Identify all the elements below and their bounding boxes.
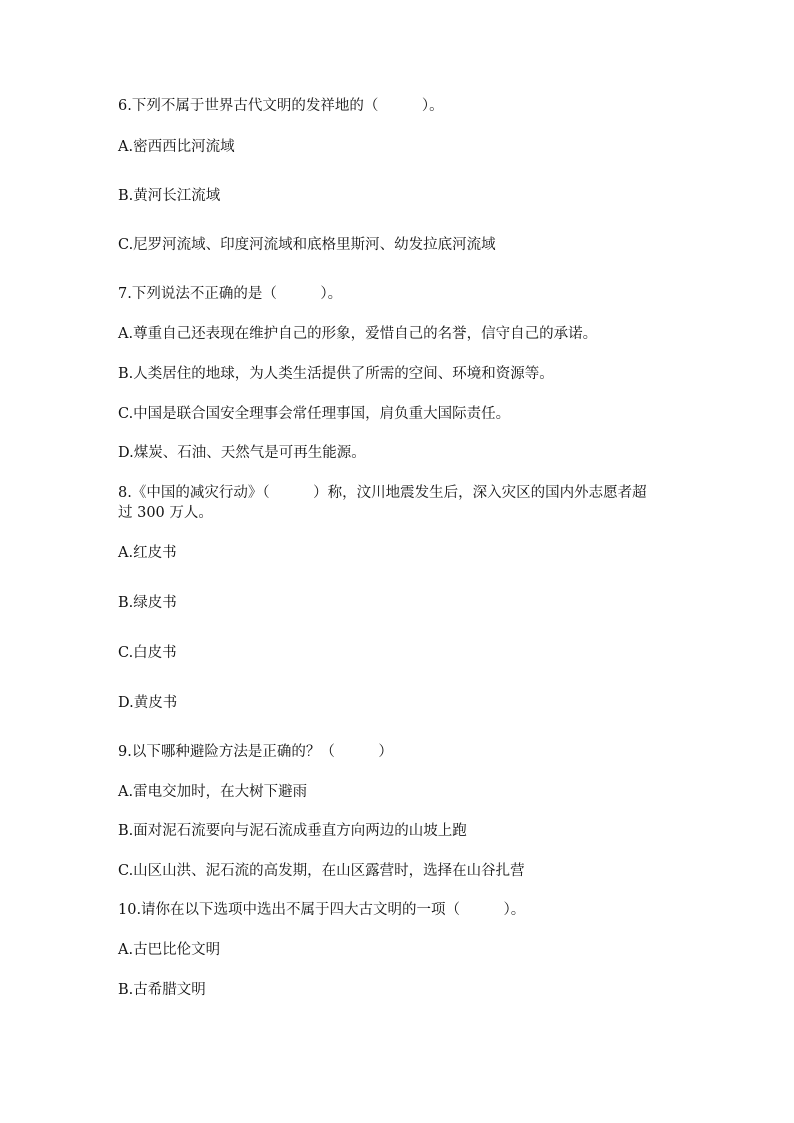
question-7-option-b: B.人类居住的地球，为人类生活提供了所需的空间、环境和资源等。 [118,366,554,382]
question-6-stem: 6.下列不属于世界古代文明的发祥地的（ ）。 [118,98,444,114]
question-8-option-a: A.红皮书 [118,545,177,561]
question-7-option-a: A.尊重自己还表现在维护自己的形象，爱惜自己的名誉，信守自己的承诺。 [118,326,598,342]
question-7-option-d: D.煤炭、石油、天然气是可再生能源。 [118,445,366,461]
question-8-option-d: D.黄皮书 [118,695,178,711]
question-6-option-a: A.密西西比河流域 [118,139,235,155]
question-9-option-c: C.山区山洪、泥石流的高发期，在山区露营时，选择在山谷扎营 [118,863,525,879]
question-9-option-b: B.面对泥石流要向与泥石流成垂直方向两边的山坡上跑 [118,823,467,839]
question-10-option-a: A.古巴比伦文明 [118,942,221,958]
question-8-stem: 8.《中国的减灾行动》（ ）称，汶川地震发生后，深入灾区的国内外志愿者超过 300 万人。 [118,485,647,521]
question-9-option-a: A.雷电交加时，在大树下避雨 [118,784,308,800]
question-7-option-c: C.中国是联合国安全理事会常任理事国，肩负重大国际责任。 [118,406,511,422]
question-10-stem: 10.请你在以下选项中选出不属于四大古文明的一项（ ）。 [118,902,526,918]
question-8-option-c: C.白皮书 [118,645,177,661]
question-6-option-b: B.黄河长江流域 [118,188,221,204]
question-10-option-b: B.古希腊文明 [118,982,206,998]
question-8-option-b: B.绿皮书 [118,595,177,611]
question-9-stem: 9.以下哪种避险方法是正确的？（ ） [118,744,393,760]
question-7-stem: 7.下列说法不正确的是（ ）。 [118,286,343,302]
question-6-option-c: C.尼罗河流域、印度河流域和底格里斯河、幼发拉底河流域 [118,237,496,253]
